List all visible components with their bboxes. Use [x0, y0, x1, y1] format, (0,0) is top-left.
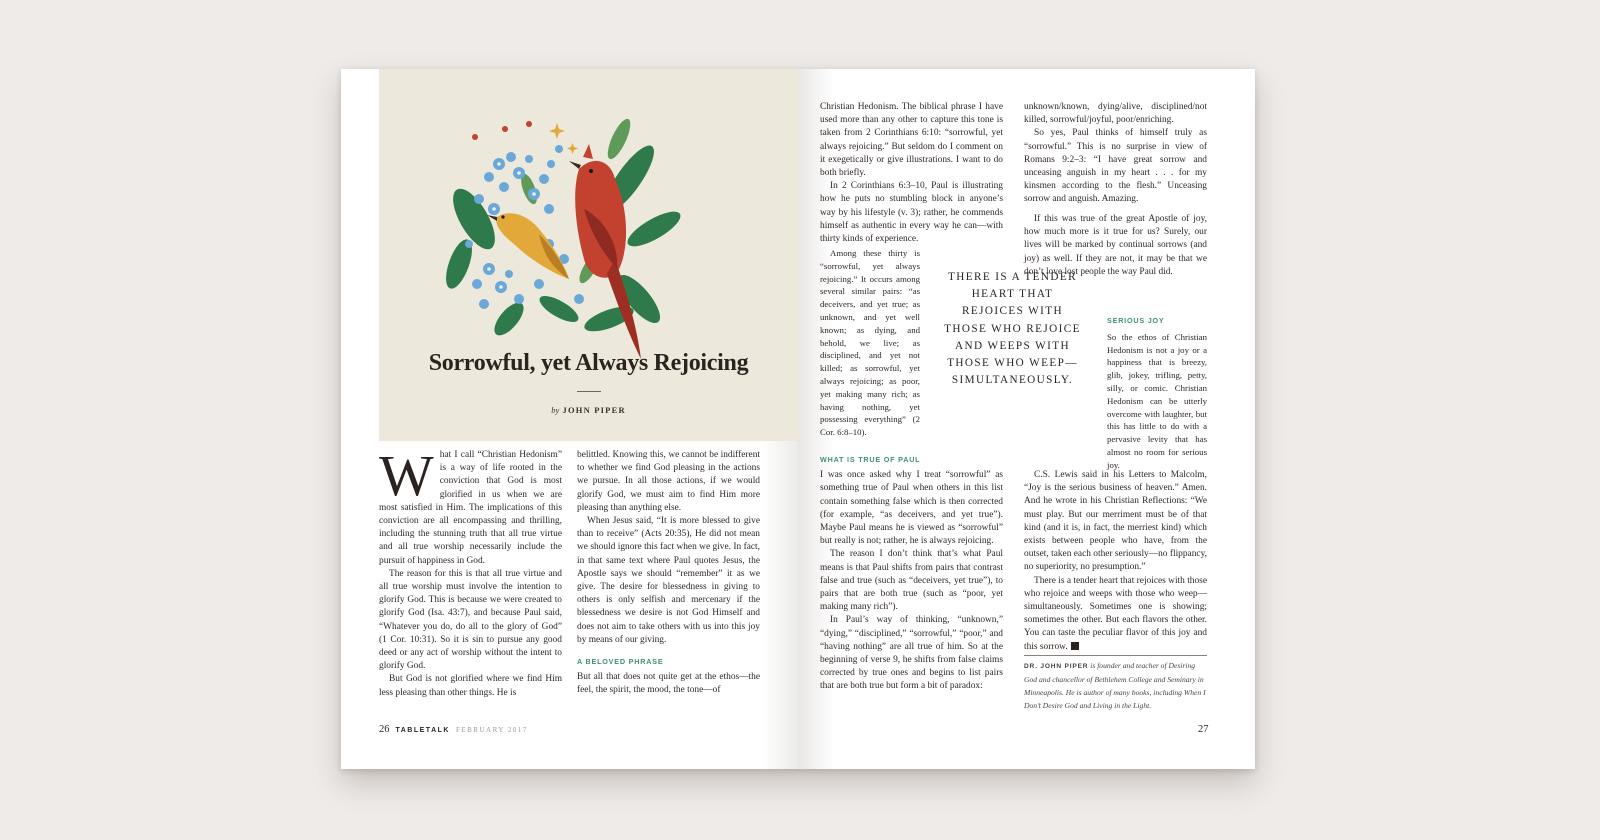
right-column-2-narrow — [1107, 315, 1207, 472]
bio-name: DR. JOHN PIPER — [1024, 663, 1089, 670]
right-column-1-bottom — [820, 453, 1003, 694]
bio-divider — [1024, 655, 1207, 656]
paragraph: Christian Hedonism. The biblical phrase I have used more than any other to capture this tone is taken from 2 Corinthians 6:10: “sorrowful, yet always rejoicing.” But seldom do I comment on it exegetically or give illustrations. I want to do both briefly. — [820, 102, 1003, 179]
right-column-2-bottom — [1024, 469, 1207, 654]
page-number: 27 — [1198, 724, 1209, 735]
paragraph: I was once asked why I treat “sorrowful” as something true of Paul when others in this list contain something false which is then corrected (for example, “as deceivers, and yet true”). Maybe Paul means he is viewed as “sorrowful” but really is not; rather, he is always rejoicing. — [820, 470, 1003, 547]
right-page — [798, 69, 1255, 769]
paragraph: The reason for this is that all true virtue and all true worship must involve the intention to glorify God. This is because we were created to glorify God (Isa. 43:7), and because Paul said, “Whatever you do, do all to the glory of God” (1 Cor. 10:31). So it is sin to pursue any good deed or any act of worship without the intent to glorify God. — [379, 568, 562, 672]
paragraph: unknown/known, dying/alive, disciplined/not killed, sorrowful/joyful, poor/enriching. — [1024, 102, 1207, 126]
end-mark-icon — [1071, 642, 1079, 650]
paragraph: There is a tender heart that rejoices with those who rejoice and weeps with those who weep—simultaneously. Sometimes one is showing; sometimes the other. But each flavors the other. You can taste the peculiar flavor of this joy and this sorrow. — [1024, 575, 1207, 652]
paragraph: C.S. Lewis said in his Letters to Malcolm, “Joy is the serious business of heaven.” Amen. And he wrote in his Christian Reflections: “We must play. But our merriment must be of that kind (and it is, in fact, the merriest kind) which exists between people who have, from the outset, taken each other seriously—no flippancy, no superiority, no presumption.” — [1024, 470, 1207, 573]
left-column-2 — [577, 449, 760, 698]
title-divider — [577, 391, 601, 392]
paragraph: So the ethos of Christian Hedonism is not a joy or a happiness that is breezy, glib, jokey, trifling, petty, silly, or comic. Christian Hedonism can be utterly overcome with laughter, but this has little to do with a pervasive levity that has almost no room for serious joy. — [1107, 331, 1207, 470]
byline-author: JOHN PIPER — [562, 405, 626, 415]
paragraph: When Jesus said, “It is more blessed to give than to receive” (Acts 20:35), He did not mean we should ignore this fact when we give. In fact, in that same text where Paul quotes Jesus, the Apostle says we should “remember” it as we give. The desire for blessedness in giving to others is only selfish and mercenary if the blessedness we desire is not God Himself and does not aim to take others with us into this joy by means of our giving. — [577, 516, 760, 645]
birds-and-flowers-icon — [379, 69, 798, 441]
left-column-1 — [379, 443, 562, 700]
hero-illustration-panel — [379, 69, 798, 441]
paragraph: belittled. Knowing this, we cannot be indifferent to whether we find God pleasing in the actions we pursue. In all those actions, if we would glorify God, we must aim to find Him more pleasing than anything else. — [577, 450, 760, 513]
article-title: Sorrowful, yet Always Rejoicing — [428, 350, 749, 376]
author-bio — [1024, 659, 1207, 712]
paragraph: If this was true of the great Apostle of joy, how much more is it true for us? Surely, our lives will be marked by continual sorrows (and joy) as well. If they are not, it may be that we don’t love lost people the way Paul did. — [1024, 214, 1207, 277]
paragraph: The reason I don’t think that’s what Paul means is that Paul shifts from pairs that contrast false and true (such as “deceivers, yet true”), to pairs that are both true (such as “poor, yet making many rich”). — [820, 549, 1003, 613]
right-column-2-top — [1024, 101, 1207, 207]
subhead: SERIOUS JOY — [1107, 316, 1165, 325]
magazine-name: TABLETALK — [395, 727, 450, 734]
paragraph: So yes, Paul thinks of himself truly as “sorrowful.” This is no surprise in view of Romans 9:2–3: “I have great sorrow and unceasing anguish in my heart . . . for my kinsmen according to the flesh.” Unceasing sorrow and anguish. Amazing. — [1024, 128, 1207, 205]
left-page — [341, 69, 798, 769]
bio-text: is founder and teacher of Desiring God and chancellor of Bethlehem College and Seminary in Minneapolis. He is author of many books, including When I Don’t Desire God and Living in the Light. — [1024, 661, 1206, 710]
page-folio-right — [1198, 724, 1209, 735]
page-folio-left — [379, 724, 528, 735]
right-column-2-mid — [1024, 213, 1207, 279]
paragraph: In 2 Corinthians 6:3–10, Paul is illustrating how he puts no stumbling block in anyone’s way by his lifestyle (v. 3); rather, he commends himself as authentic in every way he can—with thirty kinds of experience. — [820, 181, 1003, 245]
page-number: 26 — [379, 724, 390, 735]
pull-quote: THERE IS A TENDER HEART THAT REJOICES WITH THOSE WHO REJOICE AND WEEPS WITH THOSE WHO WEEP—SIMULTANEOUSLY. — [944, 271, 1081, 387]
right-column-1-top — [820, 101, 1003, 246]
paragraph: Among these thirty is “sorrowful, yet always rejoicing.” It occurs among several similar pairs: “as deceivers, and yet true; as unknown, and yet well known; as dying, and behold, we live; as disciplined, and yet not killed; as sorrowful, yet always rejoicing; as poor, yet making many rich; as having nothing, yet possessing everything” (2 Cor. 6:8–10). — [820, 248, 920, 438]
drop-cap: W — [379, 443, 434, 508]
paragraph: But all that does not quite get at the ethos—the feel, the spirit, the mood, the tone—of — [577, 672, 760, 696]
paragraph: What I call “Christian Hedonism” is a way of life rooted in the conviction that God is most glorified in us when we are most satisfied in Him. The implications of this conviction are all encompassing and thrilling, including the stunning truth that all true virtue and all true worship necessarily include the pursuit of happiness in God. — [379, 443, 562, 566]
byline — [379, 405, 798, 415]
subhead: A BELOVED PHRASE — [577, 657, 664, 667]
paragraph: But God is not glorified where we find Him less pleasing than other things. He is — [379, 674, 562, 698]
magazine-spread — [341, 69, 1255, 769]
right-column-1-narrow — [820, 247, 920, 439]
byline-prefix: by — [551, 405, 560, 415]
subhead: WHAT IS TRUE OF PAUL — [820, 455, 921, 464]
paragraph: In Paul’s way of thinking, “unknown,” “dying,” “disciplined,” “sorrowful,” “poor,” and “having nothing” are all true of him. So at the beginning of verse 9, he shifts from false claims corrected by true ones and begins to list pairs that are both true but form a bit of paradox: — [820, 615, 1003, 692]
issue-date: FEBRUARY 2017 — [455, 726, 528, 734]
